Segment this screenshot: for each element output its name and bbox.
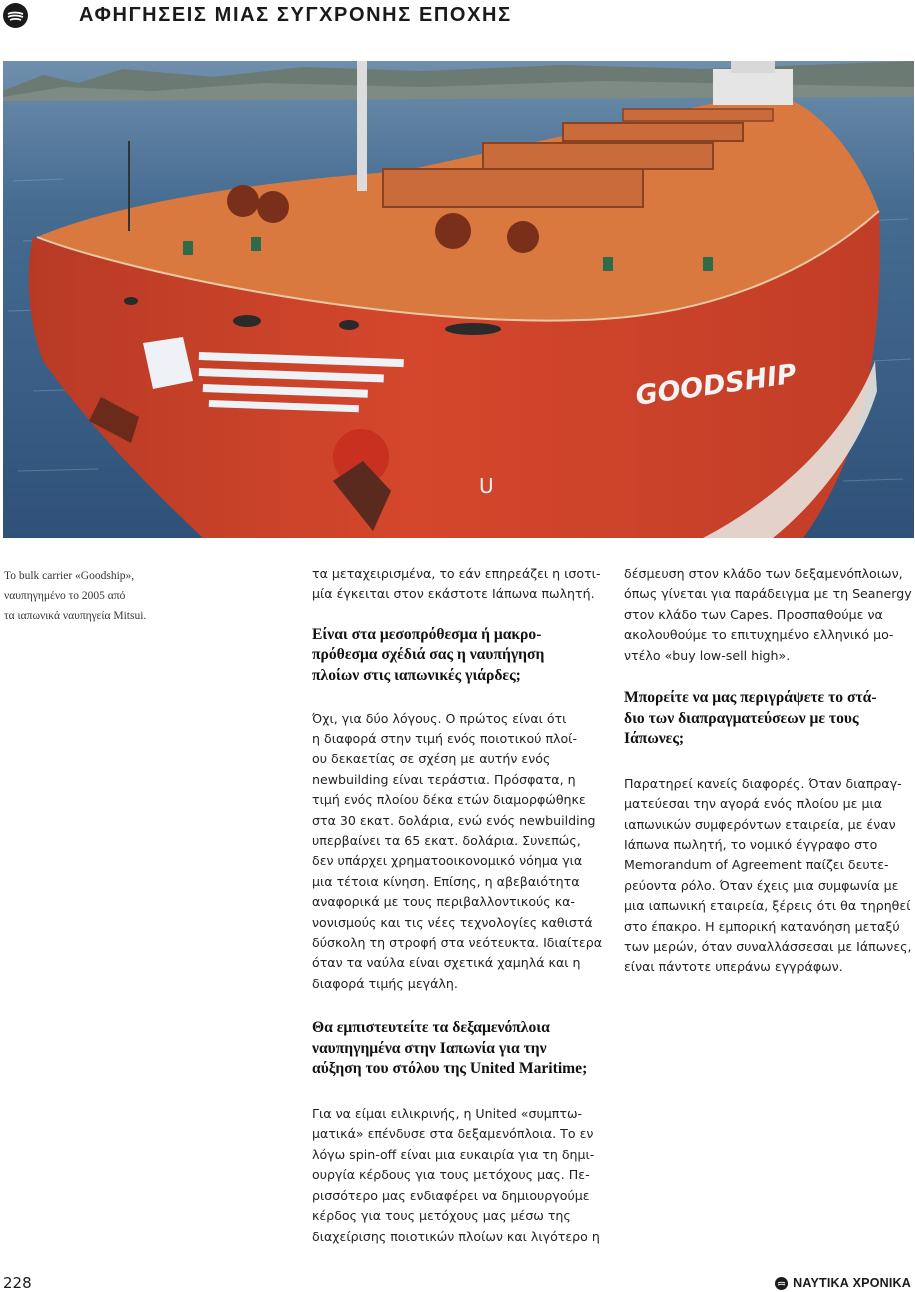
ship-photo	[3, 61, 914, 538]
text-line: υπερβαίνει τα 65 εκατ. δολάρια. Συνεπώς,	[312, 833, 581, 849]
photo-caption	[4, 566, 174, 626]
text-line: ουργία κέρδους για τους μετόχους μας. Πε-	[312, 1167, 590, 1183]
answer-paragraph	[312, 1104, 602, 1247]
text-line: δεν υπάρχει χρηματοοικονομικό νόημα για	[312, 853, 583, 869]
magazine-logo-icon	[3, 3, 28, 28]
section-title: ΑΦΗΓΗΣΕΙΣ ΜΙΑΣ ΣΥΓΧΡΟΝΗΣ ΕΠΟΧΗΣ	[79, 4, 512, 26]
page-number: 228	[3, 1274, 32, 1292]
text-line: Είναι στα μεσοπρόθεσμα ή μακρο-	[312, 625, 542, 643]
text-line: πρόθεσμα σχέδιά σας η ναυπήγηση	[312, 646, 545, 664]
text-line: ου δεκαετίας σε σχέση με αυτήν ενός	[312, 751, 551, 767]
text-line: δέσμευση στον κλάδο των δεξαμενόπλοιων,	[624, 566, 903, 581]
text-line: μία έγκειται στον εκάστοτε Ιάπωνα πωλητή.	[312, 586, 595, 602]
text-line: ναυπηγημένα στην Ιαπωνία για την	[312, 1039, 547, 1057]
text-line: διαφορά τιμής μεγάλη.	[312, 975, 458, 991]
text-line: αύξηση του στόλου της United Maritime;	[312, 1060, 588, 1078]
text-line: είναι πάντοτε υπεράνω εγγράφων.	[624, 959, 843, 975]
text-line: διο των διαπραγματεύσεων με τους	[624, 709, 859, 727]
text-line: στα 30 εκατ. δολάρια, ενώ ενός newbuilding	[312, 812, 596, 828]
text-line: διαχείρισης ποιοτικών πλοίων και λιγότερο η	[312, 1228, 600, 1244]
answer-paragraph	[624, 564, 914, 666]
ship-name-text: GOODSHIP	[633, 358, 799, 412]
text-line: Memorandum of Agreement παίζει δευτε-	[624, 857, 889, 873]
text-line: των μερών, όταν συναλλάσσεσαι με Ιάπωνες,	[624, 939, 912, 955]
text-line: όταν τα ναύλα είναι σχετικά χαμηλά και η	[312, 955, 581, 971]
text-line: newbuilding είναι τεράστια. Πρόσφατα, η	[312, 771, 576, 787]
page-header	[0, 0, 915, 32]
text-line: ματεύεσαι την αγορά ενός πλοίου με μια	[624, 796, 883, 812]
text-line: στον κλάδο των Capes. Προσπαθούμε να	[624, 606, 883, 622]
text-line: μια ιαπωνική εταιρεία, ξέρεις ότι θα τηρηθεί	[624, 898, 911, 914]
bow-mark-text: U	[479, 474, 494, 498]
text-line: όπως γίνεται για παράδειγμα με τη Seanergy	[624, 586, 912, 602]
text-line: Όχι, για δύο λόγους. Ο πρώτος είναι ότι	[312, 710, 567, 726]
caption-line: Το bulk carrier «Goodship»,	[4, 570, 135, 582]
text-line: αναφορικά με τους περιβαλλοντικούς κα-	[312, 894, 575, 910]
interview-question	[312, 625, 602, 687]
article-column-2	[624, 564, 914, 978]
text-line: η διαφορά στην τιμή ενός ποιοτικού πλοί-	[312, 731, 577, 746]
article-column-1	[312, 564, 602, 1247]
answer-paragraph	[312, 564, 602, 605]
footer-brand	[775, 1276, 911, 1290]
text-line: Παρατηρεί κανείς διαφορές. Όταν διαπραγ-	[624, 775, 902, 791]
text-line: στο έπακρο. Η εμπορική κατανόηση μεταξύ	[624, 918, 900, 934]
interview-question	[624, 688, 914, 750]
answer-paragraph	[312, 709, 602, 995]
text-line: Ιάπωνες;	[624, 730, 685, 748]
text-line: ρεύοντα ρόλο. Όταν έχεις μια συμφωνία με	[624, 877, 899, 893]
text-line: ματικά» επένδυσε στα δεξαμενόπλοια. Το εν	[312, 1126, 594, 1142]
text-line: τιμή ενός πλοίου δέκα ετών διαμορφώθηκε	[312, 792, 586, 808]
text-line: μια τέτοια κίνηση. Επίσης, η αβεβαιότητα	[312, 873, 580, 889]
text-line: ντέλο «buy low-sell high».	[624, 647, 791, 663]
text-line: τα μεταχειρισμένα, το εάν επηρεάζει η ισοτι-	[312, 566, 601, 581]
text-line: δύσκολη τη στροφή στα νεότευκτα. Ιδιαίτερα	[312, 935, 602, 951]
text-line: ρισσότερο μας ενδιαφέρει να δημιουργούμε	[312, 1187, 590, 1203]
text-line: λόγω spin-off είναι μια ευκαιρία για τη δημι-	[312, 1146, 595, 1162]
text-line: πλοίων στις ιαπωνικές γιάρδες;	[312, 667, 521, 684]
text-line: ιαπωνικών συμφερόντων εταιρεία, με έναν	[624, 816, 896, 832]
caption-line: ναυπηγημένο το 2005 από	[4, 590, 126, 602]
brand-logo-icon	[775, 1277, 788, 1290]
answer-paragraph	[624, 774, 914, 978]
text-line: Θα εμπιστευτείτε τα δεξαμενόπλοια	[312, 1019, 550, 1037]
text-line: ακολουθούμε το επιτυχημένο ελληνικό μο-	[624, 627, 894, 643]
text-line: κέρδος για τους μετόχους μας μέσω της	[312, 1208, 571, 1224]
brand-name: ΝΑΥΤΙΚΑ ΧΡΟΝΙΚΑ	[793, 1276, 911, 1290]
text-line: Μπορείτε να μας περιγράψετε το στά-	[624, 689, 877, 707]
text-line: Ιάπωνα πωλητή, το νομικό έγγραφο στο	[624, 837, 878, 853]
interview-question	[312, 1018, 602, 1080]
text-line: νονισμούς και τις νέες τεχνολογίες καθιστά	[312, 914, 593, 930]
text-line: Για να είμαι ειλικρινής, η United «συμπτω-	[312, 1106, 583, 1122]
caption-line: τα ιαπωνικά ναυπηγεία Mitsui.	[4, 610, 147, 622]
